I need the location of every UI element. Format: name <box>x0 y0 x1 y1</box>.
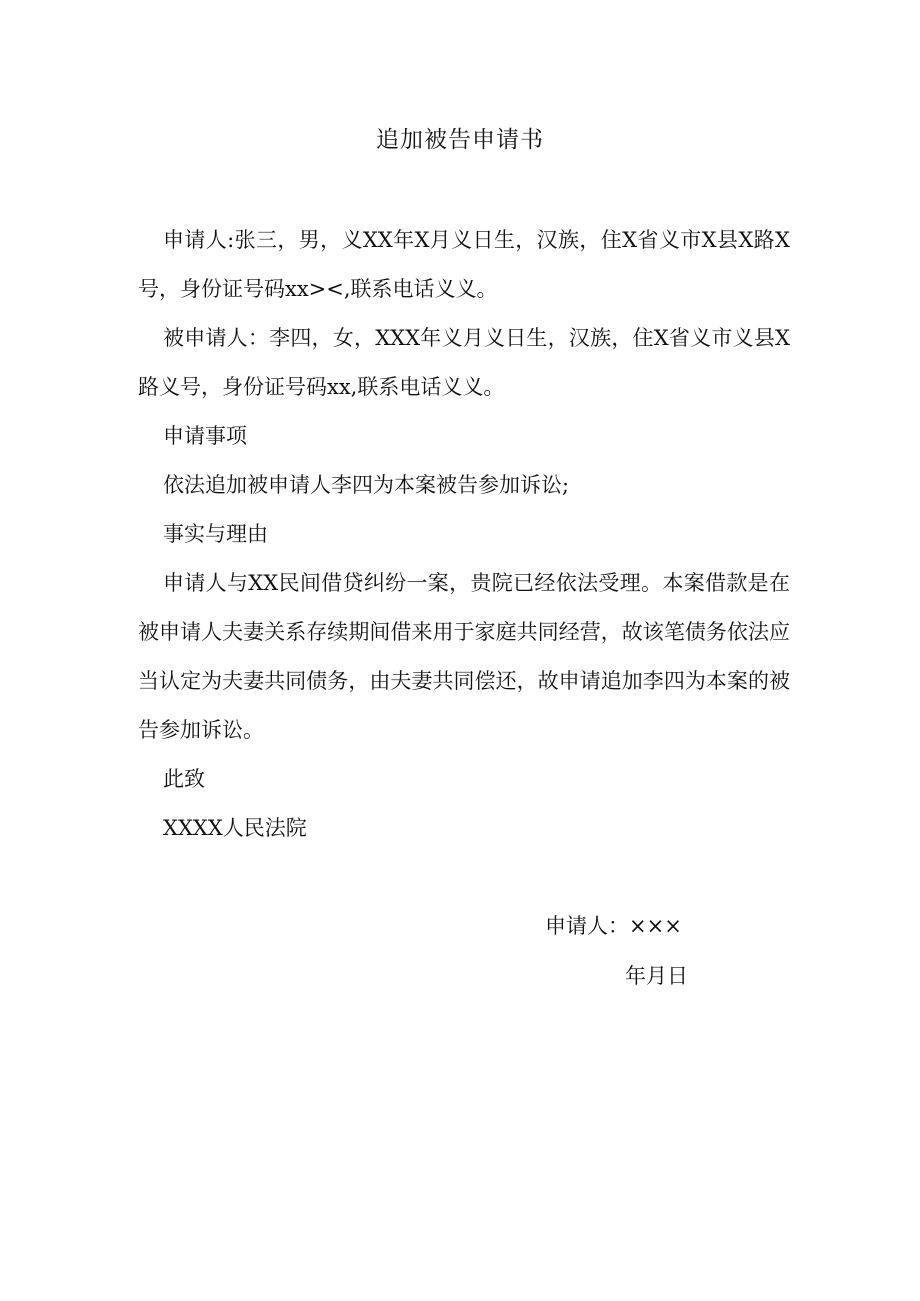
court-name: XXXX人民法院 <box>163 816 307 840</box>
respondent-info-paragraph: 被申请人：李四，女，XXX年义月义日生，汉族，住X省义市义县X路义号，身份证号码xx,联系电话义义。 <box>138 326 790 399</box>
facts-paragraph: 申请人与XX民间借贷纠纷一案，贵院已经依法受理。本案借款是在被申请人夫妻关系存续期间借来用于家庭共同经营，故该笔债务依法应当认定为夫妻共同债务，由夫妻共同偿还，故申请追加李四为本案的被告参加诉讼。 <box>138 571 790 742</box>
request-content: 依法追加被申请人李四为本案被告参加诉讼; <box>163 473 570 497</box>
facts-heading: 事实与理由 <box>163 522 268 546</box>
document-title: 追加被告申请书 <box>376 127 544 153</box>
request-heading: 申请事项 <box>163 424 247 448</box>
document-body <box>138 216 790 853</box>
signature-line: 申请人：××× <box>545 914 682 938</box>
applicant-info-paragraph: 申请人:张三，男，义XX年X月义日生，汉族，住X省义市X县X路X号，身份证号码xx><,联系电话义义。 <box>138 228 790 301</box>
salutation: 此致 <box>163 767 205 791</box>
date-line: 年月日 <box>625 964 688 988</box>
